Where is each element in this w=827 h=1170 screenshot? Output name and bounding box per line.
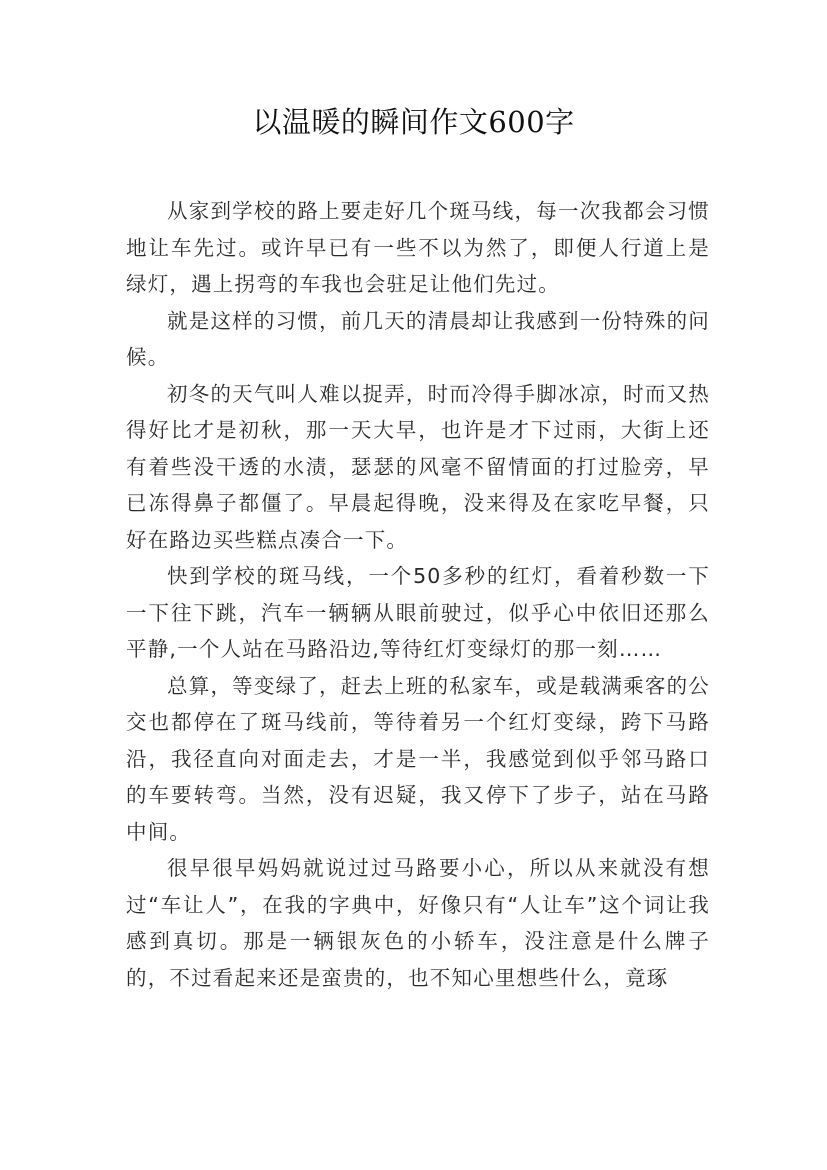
- document-body: [126, 193, 710, 996]
- document-title: 以温暖的瞬间作文600字: [252, 105, 575, 139]
- paragraph: 从家到学校的路上要走好几个斑马线，每一次我都会习惯地让车先过。或许早已有一些不以为然了，即便人行道上是绿灯，遇上拐弯的车我也会驻足让他们先过。: [126, 199, 710, 296]
- paragraph: 快到学校的斑马线，一个50多秒的红灯，看着秒数一下一下往下跳，汽车一辆辆从眼前驶过，似乎心中依旧还那么平静,一个人站在马路沿边,等待红灯变绿灯的那一刻……: [126, 564, 710, 661]
- paragraph: 就是这样的习惯，前几天的清晨却让我感到一份特殊的问候。: [126, 308, 710, 369]
- paragraph: 初冬的天气叫人难以捉弄，时而冷得手脚冰凉，时而又热得好比才是初秋，那一天大早，也许是才下过雨，大街上还有着些没干透的水渍，瑟瑟的风毫不留情面的打过脸旁，早已冻得鼻子都僵了。早晨起得晚，没来得及在家吃早餐，只好在路边买些糕点凑合一下。: [126, 381, 710, 552]
- paragraph: 总算，等变绿了，赶去上班的私家车，或是载满乘客的公交也都停在了斑马线前，等待着另一个红灯变绿，跨下马路沿，我径直向对面走去，才是一半，我感觉到似乎邻马路口的车要转弯。当然，没有迟疑，我又停下了步子，站在马路中间。: [126, 673, 710, 844]
- paragraph: 很早很早妈妈就说过过马路要小心，所以从来就没有想过“车让人”，在我的字典中，好像只有“人让车”这个词让我感到真切。那是一辆银灰色的小轿车，没注意是什么牌子的，不过看起来还是蛮贵的，也不知心里想些什么，竟琢: [126, 856, 710, 990]
